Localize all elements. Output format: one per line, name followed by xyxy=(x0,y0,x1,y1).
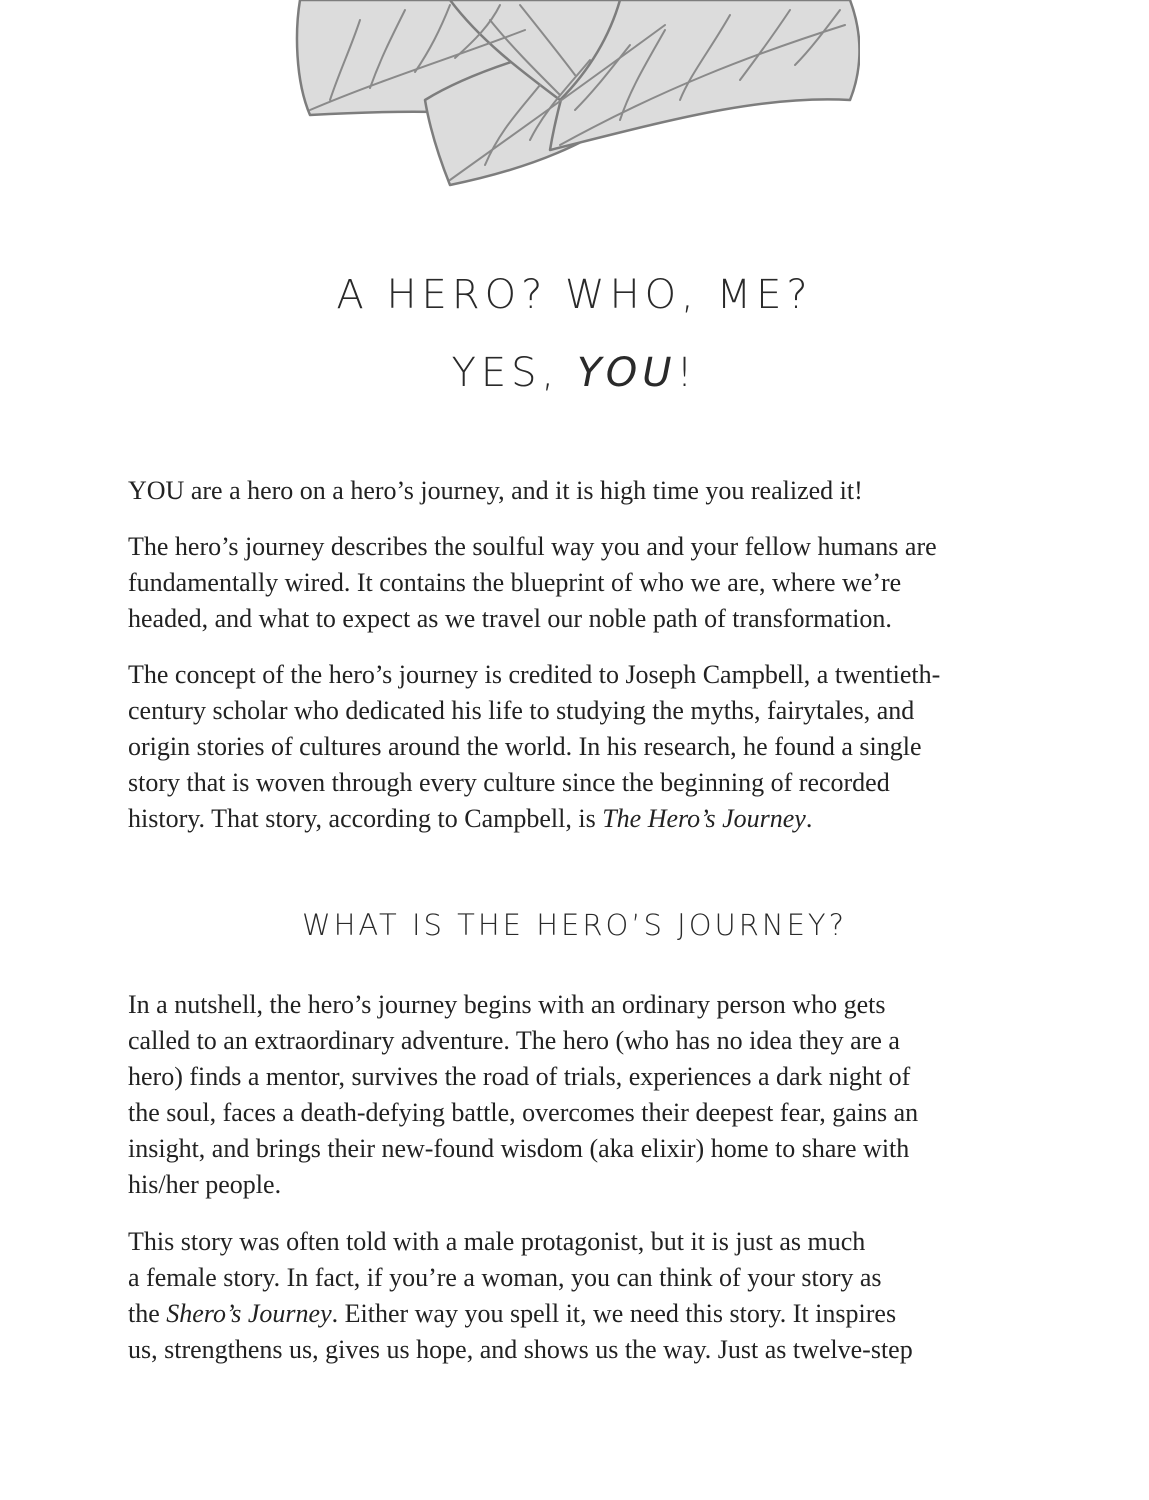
paragraph-campbell: The concept of the hero’s journey is credited to Joseph Campbell, a twentieth- century scholar who dedicated his life to studying the myths, fairytales, and origin stories of cultures around the world. In his research, he found a single story that is woven through every culture since the beginning of recorded history. That story, according to Campbell, is The Hero’s Journey. xyxy=(128,660,941,833)
monstera-leaves-illustration xyxy=(290,0,860,190)
paragraph-shero: This story was often told with a male protagonist, but it is just as much a female story. In fact, if you’re a woman, you can think of your story as the Shero’s Journey. Either way you spell it, we need this story. It inspires us, strengthens us, gives us hope, and shows us the way. Just as twelve-step xyxy=(128,1227,913,1364)
emphasis-you: YOU xyxy=(576,350,677,396)
paragraph-nutshell: In a nutshell, the hero’s journey begins with an ordinary person who gets called to an extraordinary adventure. The hero (who has no idea they are a hero) finds a mentor, survives the road of trials, experiences a dark night of the soul, faces a death-defying battle, overcomes their deepest fear, gains an insight, and brings their new-found wisdom (aka elixir) home to share with his/her people. xyxy=(128,990,919,1199)
section-heading: WHAT IS THE HERO’S JOURNEY? xyxy=(301,908,848,942)
term-sheros-journey: Shero’s Journey xyxy=(166,1299,332,1328)
page-title: A HERO? WHO, ME? xyxy=(336,272,813,318)
book-title-heros-journey: The Hero’s Journey xyxy=(602,804,806,833)
paragraph-wired: The hero’s journey describes the soulful way you and your fellow humans are fundamentally wired. It contains the blueprint of who we are, where we’re headed, and what to expect as we travel our noble path of transformation. xyxy=(128,532,937,633)
paragraph-intro: YOU are a hero on a hero’s journey, and it is high time you realized it! xyxy=(128,476,863,505)
page-title-line-2: YES, YOU! xyxy=(451,350,698,396)
